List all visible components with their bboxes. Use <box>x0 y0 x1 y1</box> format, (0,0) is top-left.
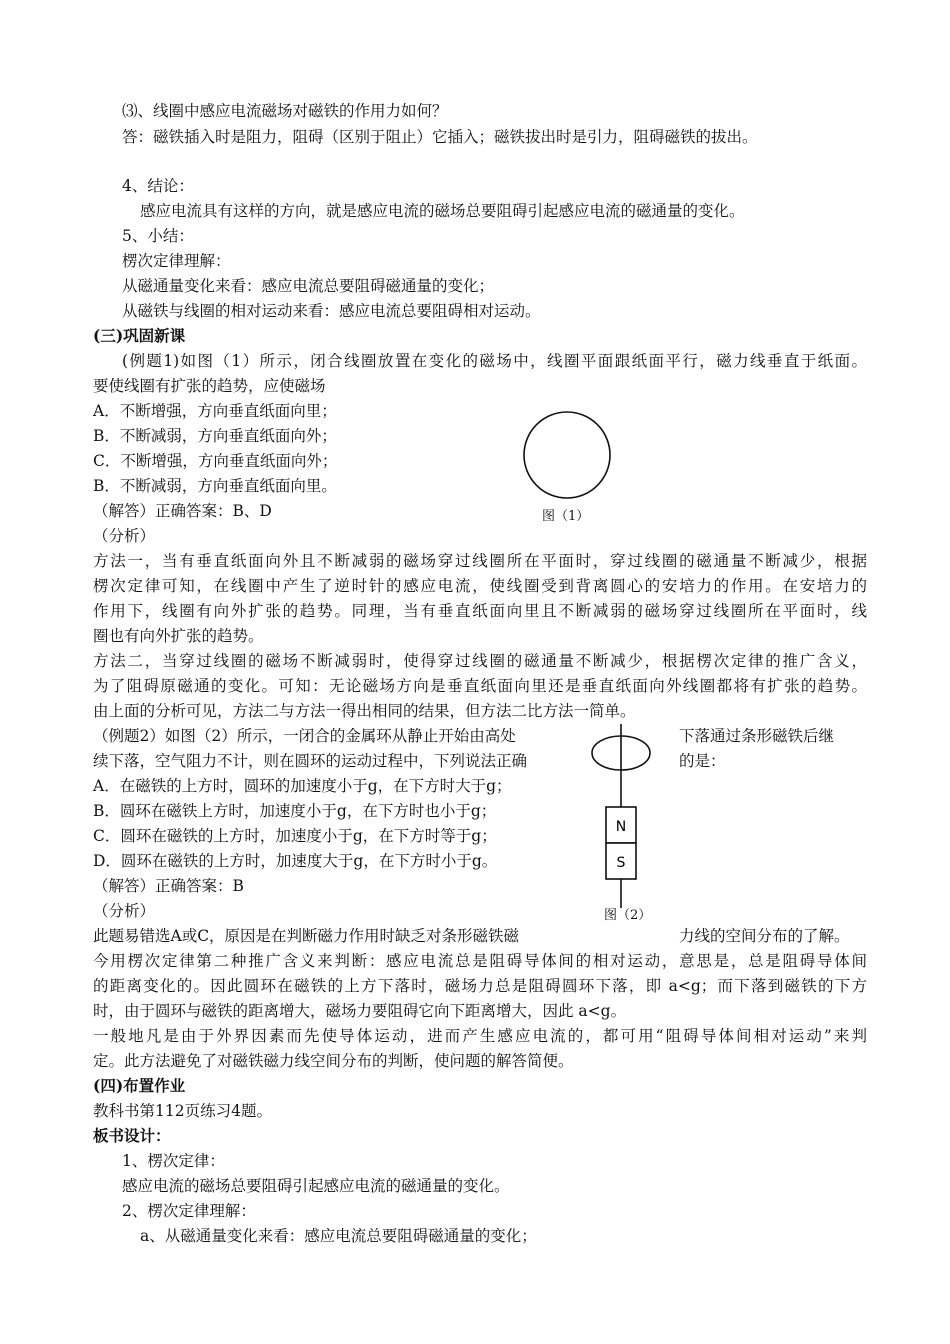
summary-heading: 5、小结： <box>122 227 194 245</box>
example-2-answer: （解答）正确答案：B <box>93 877 244 895</box>
example-1-option-c: C．不断增强，方向垂直纸面向外； <box>93 452 338 470</box>
general-method-line-1: 一般地凡是由于外界因素而先使导体运动，进而产生感应电流的，都可用“阻碍导体间相对运动”来判 <box>93 1027 867 1045</box>
example-1-option-b: B．不断减弱，方向垂直纸面向外； <box>93 427 337 445</box>
example-1-prompt: (例题1)如图（1）所示，闭合线圈放置在变化的磁场中，线圈平面跟纸面平行，磁力线垂直于纸面。 <box>122 352 867 370</box>
example-1-analysis-label: （分析） <box>93 527 156 545</box>
general-method-line-2: 定。此方法避免了对磁铁磁力线空间分布的判断，使问题的解答简便。 <box>93 1052 574 1070</box>
conclusion-heading: 4、结论： <box>122 177 194 195</box>
analysis-method-1-line-3: 作用下，线圈有向外扩张的趋势。同理，当有垂直纸面向里且不断减弱的磁场穿过线圈所在平面时，线 <box>93 602 867 620</box>
question-3: ⑶、线圈中感应电流磁场对磁铁的作用力如何？ <box>122 102 448 120</box>
south-pole-label: S <box>616 855 626 871</box>
board-item-2: 2、楞次定律理解： <box>122 1202 256 1220</box>
example-1-option-a: A．不断增强，方向垂直纸面向里； <box>93 402 337 420</box>
coil-circle <box>524 412 610 498</box>
board-item-1: 1、楞次定律： <box>122 1152 225 1170</box>
analysis-comparison: 由上面的分析可见，方法二与方法一得出相同的结果，但方法二比方法一简单。 <box>93 702 636 720</box>
summary-point-2: 从磁铁与线圈的相对运动来看：感应电流总要阻碍相对运动。 <box>122 302 541 320</box>
example-1-option-d: B．不断减弱，方向垂直纸面向里。 <box>93 477 337 495</box>
example-2-analysis-line-3: 的距离变化的。因此圆环在磁铁的上方下落时，磁场力总是阻碍圆环下落，即 a<g；而下落到磁铁的下方 <box>93 977 867 995</box>
homework-text: 教科书第112页练习4题。 <box>93 1102 272 1120</box>
example-1-prompt-cont: 要使线圈有扩张的趋势，应使磁场 <box>93 377 326 395</box>
example-2-analysis-line-4: 时，由于圆环与磁铁的距离增大，磁场力要阻碍它向下距离增大，因此 a<g。 <box>93 1002 627 1020</box>
section-heading-4: (四)布置作业 <box>93 1076 186 1095</box>
example-2-option-d: D．圆环在磁铁的上方时，加速度大于g，在下方时小于g。 <box>93 852 498 870</box>
board-item-2-a: a、从磁通量变化来看：感应电流总要阻碍磁通量的变化； <box>140 1227 537 1245</box>
example-2-option-b: B．圆环在磁铁上方时，加速度小于g，在下方时也小于g； <box>93 802 497 820</box>
example-2-analysis-label: （分析） <box>93 902 156 920</box>
analysis-method-1-line-1: 方法一，当有垂直纸面向外且不断减弱的磁场穿过线圈所在平面时，穿过线圈的磁通量不断减少，根据 <box>93 552 867 570</box>
board-design-heading: 板书设计： <box>93 1126 171 1145</box>
board-item-1-text: 感应电流的磁场总要阻碍引起感应电流的磁通量的变化。 <box>122 1177 510 1195</box>
analysis-method-1-line-4: 圈也有向外扩张的趋势。 <box>93 627 264 645</box>
example-2-prompt-cont-left: 续下落，空气阻力不计，则在圆环的运动过程中，下列说法正确 <box>93 752 528 770</box>
example-2-analysis-line-1-left: 此题易错选A或C，原因是在判断磁力作用时缺乏对条形磁铁磁 <box>93 927 520 945</box>
north-pole-label: N <box>615 819 627 835</box>
example-1-answer: （解答）正确答案：B、D <box>93 502 272 520</box>
example-2-analysis-line-2: 今用楞次定律第二种推广含义来判断：感应电流总是阻碍导体间的相对运动，意思是，总是阻碍导体间 <box>93 952 867 970</box>
section-heading-3: (三)巩固新课 <box>93 326 186 345</box>
analysis-method-1-line-2: 楞次定律可知，在线圈中产生了逆时针的感应电流，使线圈受到背离圆心的安培力的作用。在安培力的 <box>93 577 867 595</box>
example-2-analysis-line-1-right: 力线的空间分布的了解。 <box>679 927 850 945</box>
conclusion-text: 感应电流具有这样的方向，就是感应电流的磁场总要阻碍引起感应电流的磁通量的变化。 <box>140 202 745 220</box>
figure-2-caption: 图（2） <box>604 908 652 923</box>
answer-3: 答：磁铁插入时是阻力，阻碍（区别于阻止）它插入；磁铁拔出时是引力，阻碍磁铁的拔出。 <box>122 128 758 146</box>
summary-point-1: 从磁通量变化来看：感应电流总要阻碍磁通量的变化； <box>122 277 495 295</box>
analysis-method-2-line-2: 为了阻碍原磁通的变化。可知：无论磁场方向是垂直纸面向里还是垂直纸面向外线圈都将有扩张的趋势。 <box>93 677 867 695</box>
figure-1-caption: 图（1） <box>542 509 590 524</box>
example-2-option-c: C．圆环在磁铁的上方时，加速度小于g，在下方时等于g； <box>93 827 497 845</box>
example-2-prompt-cont-right: 的是： <box>679 752 726 770</box>
analysis-method-2-line-1: 方法二，当穿过线圈的磁场不断减弱时，使得穿过线圈的磁通量不断减少，根据楞次定律的推广含义， <box>93 652 867 670</box>
figure-2 <box>585 722 665 910</box>
example-2-prompt-right: 下落通过条形磁铁后继 <box>679 727 835 745</box>
example-2-prompt-left: （例题2）如图（2）所示，一闭合的金属环从静止开始由高处 <box>93 727 516 745</box>
summary-subheading: 楞次定律理解： <box>122 252 231 270</box>
example-2-option-a: A．在磁铁的上方时，圆环的加速度小于g，在下方时大于g； <box>93 777 512 795</box>
